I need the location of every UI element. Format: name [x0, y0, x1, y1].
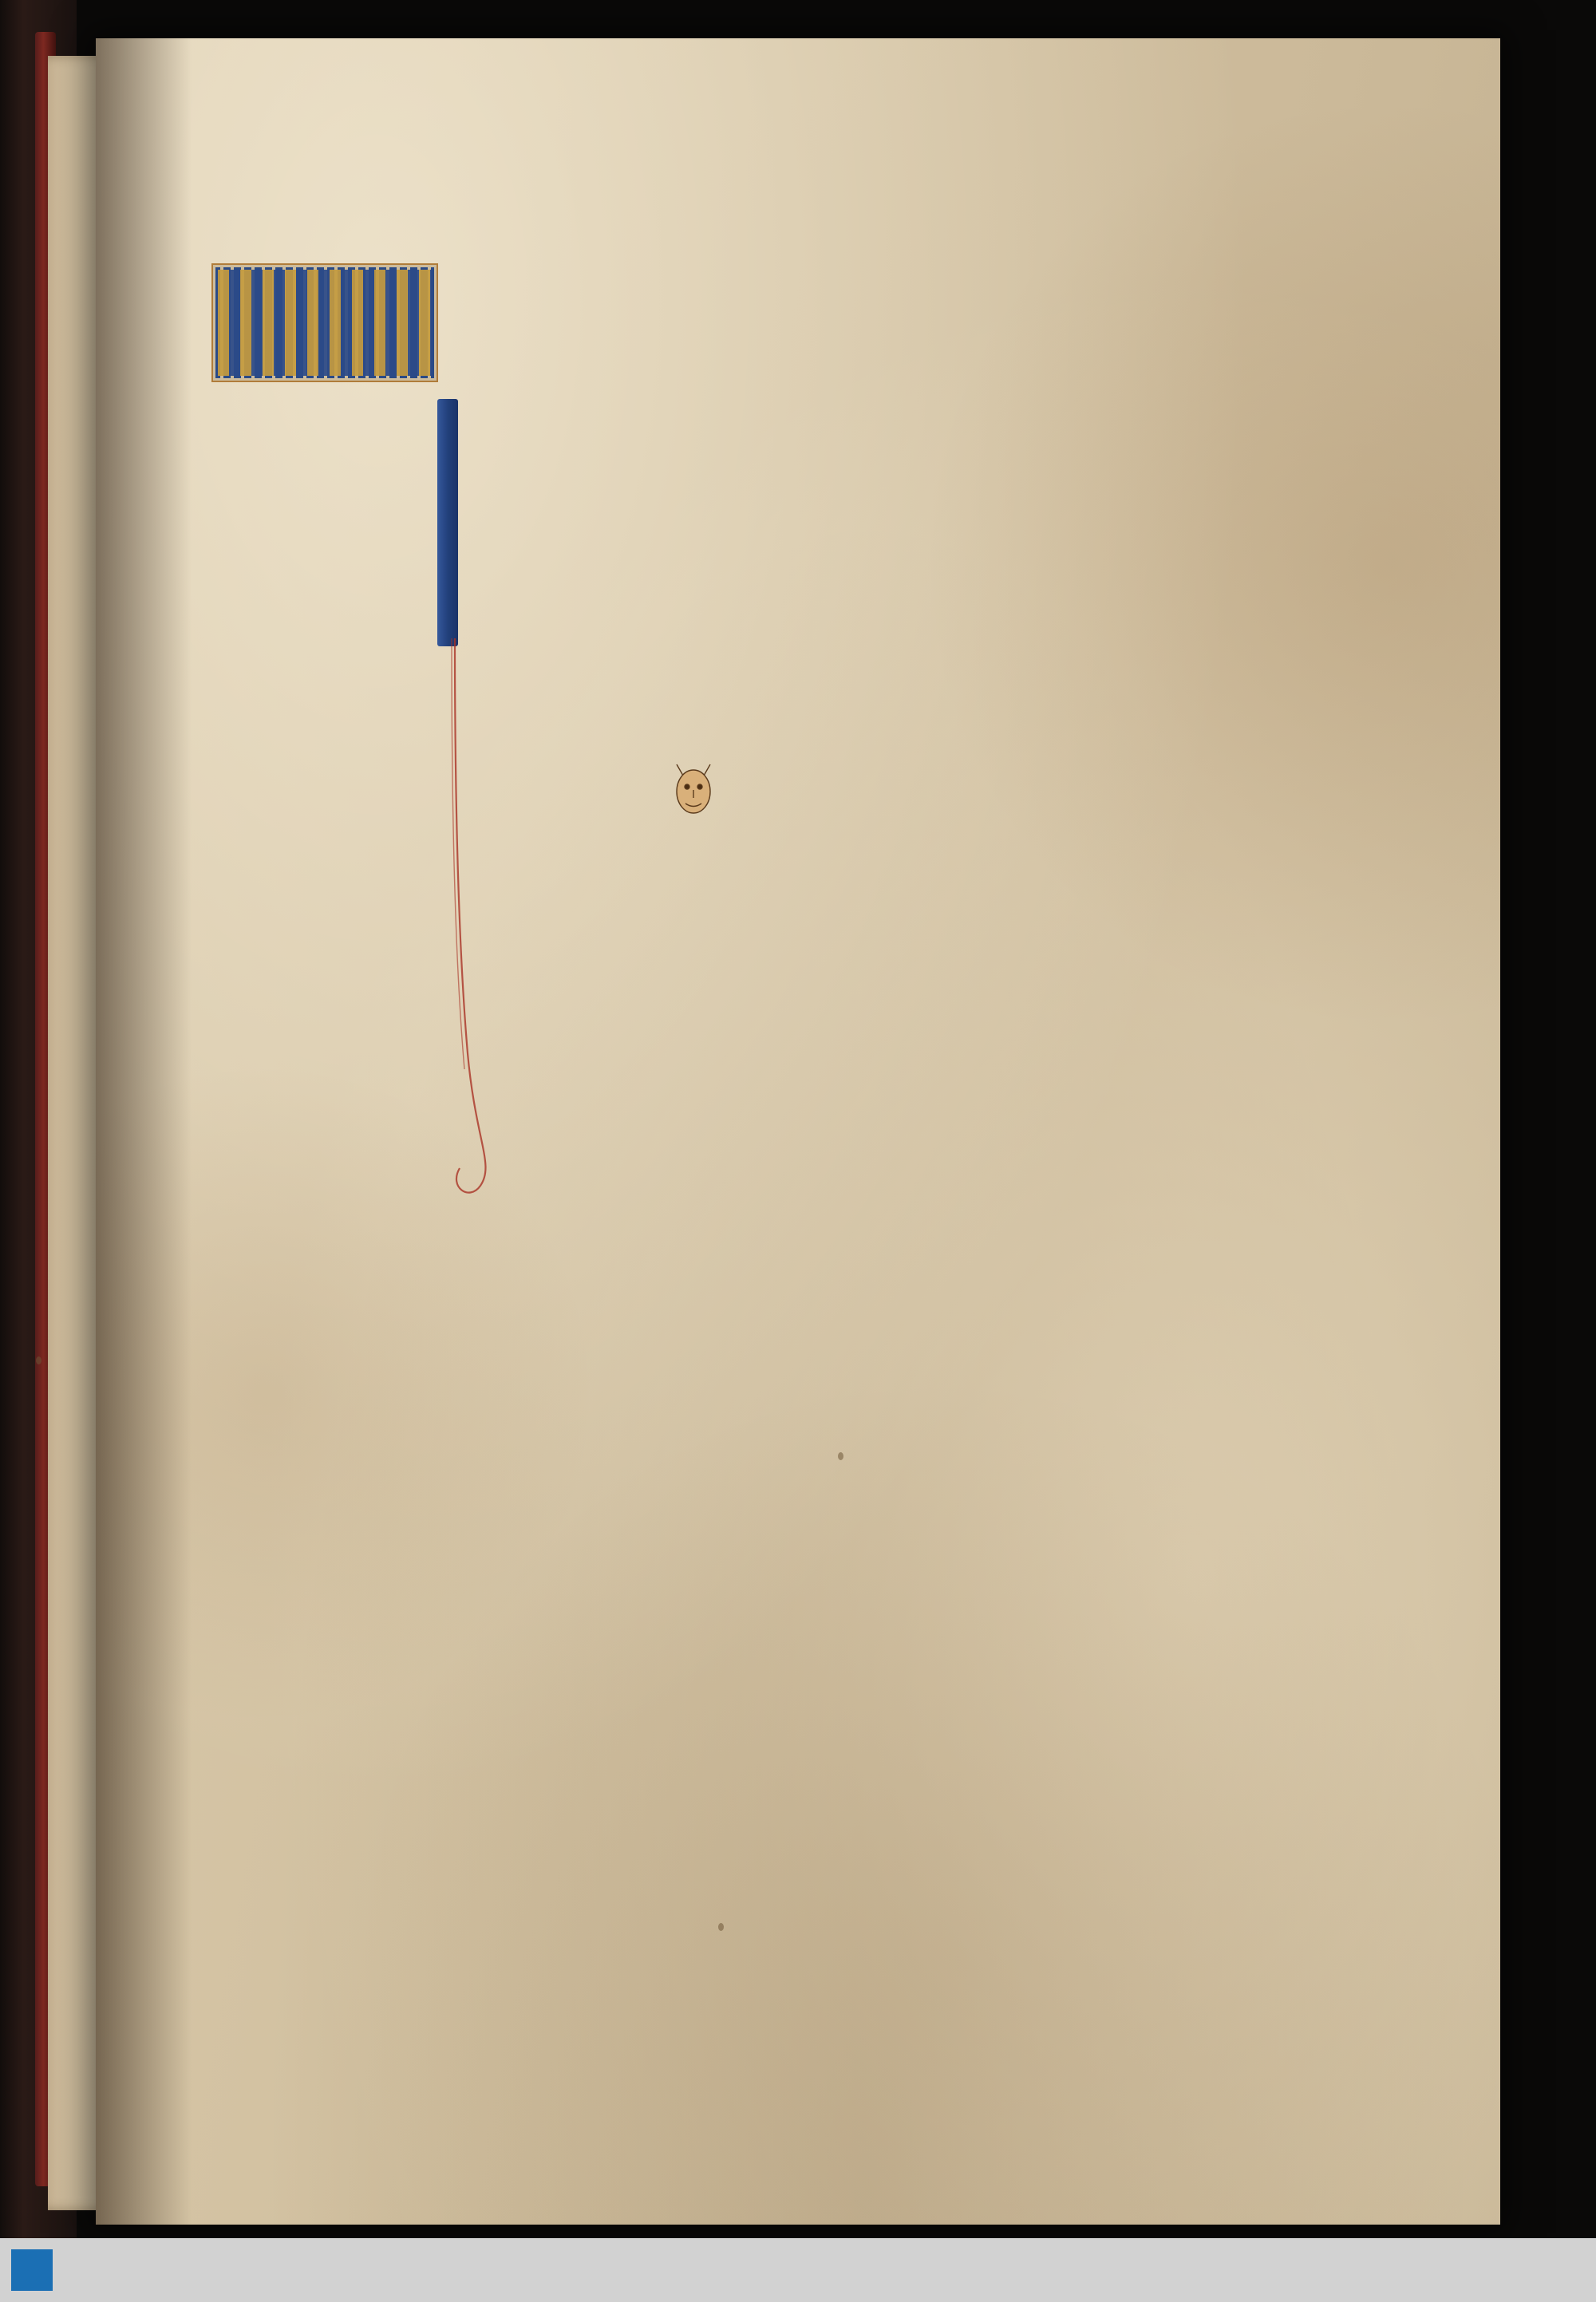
bottom-marginal-notes [128, 1133, 1293, 1309]
page-blemish [36, 1356, 41, 1364]
main-text-column-one [214, 395, 441, 1065]
devil-head-drawing [669, 760, 718, 817]
viewer-footer [0, 2238, 1596, 2302]
page-blemish [838, 1452, 843, 1460]
page-blemish [718, 1923, 724, 1931]
decorated-initial-panel [211, 263, 438, 382]
gold-ground [218, 270, 432, 376]
blb-logo[interactable] [11, 2249, 53, 2291]
outer-gloss-column [702, 89, 1297, 1071]
red-pen-flourish [431, 638, 559, 1197]
